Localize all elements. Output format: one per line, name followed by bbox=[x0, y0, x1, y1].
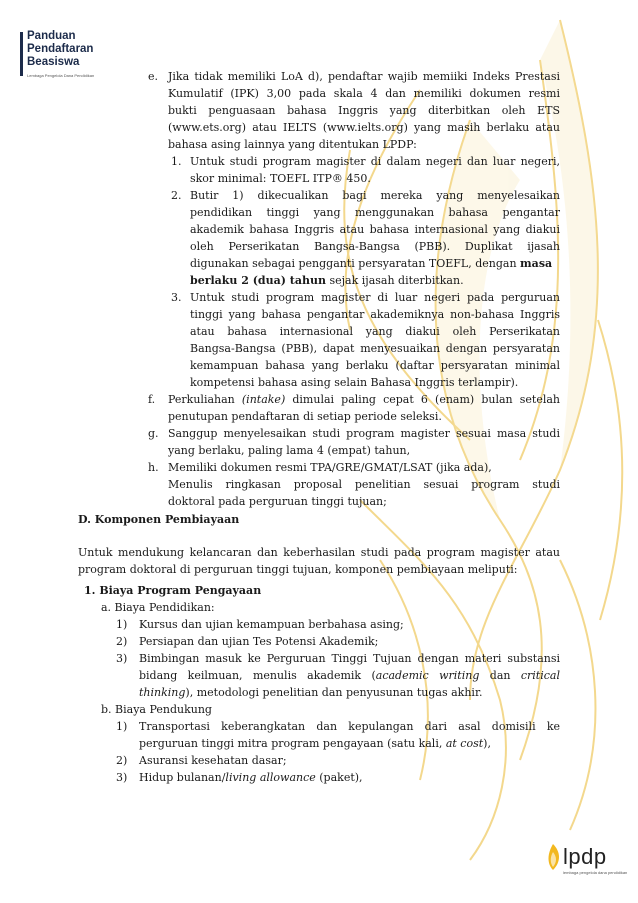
item-e-marker: e. bbox=[148, 70, 159, 83]
sub-3-line-1: Untuk studi program magister di luar negeri pada perguruan bbox=[190, 291, 560, 304]
biaya-a-3-l2-i2: critical bbox=[520, 669, 560, 682]
item-e-line-2: Kumulatif (IPK) 3,00 pada skala 4 dan memiliki dokumen resmi bbox=[168, 87, 560, 100]
sub-1-marker: 1. bbox=[171, 155, 182, 168]
biaya-a-3-line-1: Bimbingan masuk ke Perguruan Tinggi Tujuan dengan materi substansi bbox=[139, 652, 560, 665]
biaya-a-1-marker: 1) bbox=[116, 618, 128, 631]
biaya-a-3-line-2 bbox=[139, 668, 560, 683]
biaya-b-1-l2-a: perguruan tinggi mitra program pengayaan (satu kali, bbox=[139, 737, 443, 750]
biaya-b-label: b. Biaya Pendukung bbox=[101, 703, 212, 716]
item-g-line-1: Sanggup menyelesaikan studi program magister sesuai masa studi bbox=[168, 427, 560, 440]
sub-2-line-5 bbox=[190, 256, 552, 271]
sub-3-line-2: tinggi yang bahasa pengantar akademiknya non-bahasa Inggris bbox=[190, 308, 560, 321]
item-f-line-2: penutupan pendaftaran di setiap periode seleksi. bbox=[168, 410, 442, 423]
item-h-line-3: doktoral pada perguruan tinggi tujuan; bbox=[168, 495, 387, 508]
item-e-line-3: bukti penguasaan bahasa Inggris yang diterbitkan oleh ETS bbox=[168, 104, 560, 117]
biaya-b-3-post: (paket), bbox=[319, 771, 363, 784]
sub-2-bold-1: masa bbox=[520, 257, 553, 270]
item-g-line-2: yang berlaku, paling lama 4 (empat) tahun, bbox=[168, 444, 411, 457]
item-f-post: dimulai paling cepat 6 (enam) bulan setelah bbox=[292, 393, 560, 406]
biaya-a-3-marker: 3) bbox=[116, 652, 128, 665]
biaya-b-3-text bbox=[139, 770, 363, 785]
sub-3-line-4: Bangsa-Bangsa (PBB), dapat menyesuaikan dengan persyaratan bbox=[190, 342, 560, 355]
logo-line-3: Beasiswa bbox=[27, 56, 80, 68]
flame-icon bbox=[543, 842, 563, 872]
lpdp-wordmark: lpdp bbox=[563, 844, 607, 869]
biaya-a-3-l2-a: bidang keilmuan, menulis akademik ( bbox=[139, 669, 376, 682]
biaya-a-3-l3: ), metodologi penelitian dan penyusunan tugas akhir. bbox=[185, 686, 483, 699]
biaya-b-3-italic: living allowance bbox=[225, 771, 316, 784]
sub-2-bold-2: berlaku 2 (dua) tahun bbox=[190, 274, 326, 287]
biaya-b-2-marker: 2) bbox=[116, 754, 128, 767]
item-f-pre: Perkuliahan bbox=[168, 393, 235, 406]
sub-3-marker: 3. bbox=[171, 291, 182, 304]
lpdp-logo bbox=[543, 842, 628, 882]
biaya-a-2-text: Persiapan dan ujian Tes Potensi Akademik; bbox=[139, 635, 379, 648]
item-f-italic: (intake) bbox=[241, 393, 286, 406]
sub-2-line-6 bbox=[190, 273, 464, 288]
sub-2-line-1: Butir 1) dikecualikan bagi mereka yang menyelesaikan bbox=[190, 189, 560, 202]
item-f-line-1 bbox=[168, 392, 560, 407]
logo-line-1: Panduan bbox=[27, 30, 76, 42]
sub-2-marker: 2. bbox=[171, 189, 182, 202]
sub-3-line-6: kompetensi bahasa asing selain Bahasa Inggris terlampir). bbox=[190, 376, 519, 389]
section-d-intro-1: Untuk mendukung kelancaran dan keberhasilan studi pada program magister atau bbox=[78, 546, 560, 559]
item-h-line-2: Menulis ringkasan proposal penelitian sesuai program studi bbox=[168, 478, 560, 491]
item-h-marker: h. bbox=[148, 461, 159, 474]
sub-3-line-3: atau bahasa internasional yang diakui oleh Perserikatan bbox=[190, 325, 560, 338]
sub-2-line-3: akademik bahasa Inggris atau bahasa internasional yang diakui bbox=[190, 223, 560, 236]
item-h-line-1: Memiliki dokumen resmi TPA/GRE/GMAT/LSAT (jika ada), bbox=[168, 461, 492, 474]
biaya-a-3-l2-i1: academic writing bbox=[375, 669, 480, 682]
biaya-a-2-marker: 2) bbox=[116, 635, 128, 648]
logo-bar bbox=[20, 32, 23, 76]
biaya-b-3-pre: Hidup bulanan/ bbox=[139, 771, 226, 784]
sub-2-line-5-text: digunakan sebagai pengganti persyaratan TOEFL, dengan bbox=[190, 257, 517, 270]
biaya-heading: 1. Biaya Program Pengayaan bbox=[84, 584, 262, 597]
sub-2-line-4: oleh Perserikatan Bangsa-Bangsa (PBB). Duplikat ijasah bbox=[190, 240, 560, 253]
biaya-a-1-text: Kursus dan ujian kemampuan berbahasa asing; bbox=[139, 618, 404, 631]
section-d-intro-2: program doktoral di perguruan tinggi tujuan, komponen pembiayaan meliputi: bbox=[78, 563, 518, 576]
lpdp-tagline: lembaga pengelola dana pendidikan bbox=[563, 870, 628, 875]
sub-2-line-2: pendidikan tinggi yang menggunakan bahasa pengantar bbox=[190, 206, 560, 219]
logo-tagline: Lembaga Pengelola Dana Pendidikan bbox=[27, 73, 95, 78]
sub-1-line-2: skor minimal: TOEFL ITP® 450. bbox=[190, 172, 371, 185]
sub-3-line-5: kemampuan bahasa yang berlaku (daftar persyaratan minimal bbox=[190, 359, 560, 372]
biaya-a-label: a. Biaya Pendidikan: bbox=[101, 601, 215, 614]
item-e-line-5: bahasa asing lainnya yang ditentukan LPDP: bbox=[168, 138, 417, 151]
section-d-heading: D. Komponen Pembiayaan bbox=[78, 513, 240, 526]
item-e-line-4: (www.ets.org) atau IELTS (www.ielts.org) yang masih berlaku atau bbox=[168, 121, 560, 134]
biaya-a-3-l2-b: dan bbox=[489, 669, 511, 682]
item-e-line-1: Jika tidak memiliki LoA d), pendaftar wajib memiiki Indeks Prestasi bbox=[168, 70, 560, 83]
item-g-marker: g. bbox=[148, 427, 159, 440]
biaya-b-1-line-2 bbox=[139, 736, 491, 751]
biaya-b-1-l2-i: at cost bbox=[445, 737, 484, 750]
biaya-a-3-l3-i: thinking bbox=[139, 686, 186, 699]
biaya-b-1-marker: 1) bbox=[116, 720, 128, 733]
biaya-b-3-marker: 3) bbox=[116, 771, 128, 784]
biaya-b-1-line-1: Transportasi keberangkatan dan kepulangan dari asal domisili ke bbox=[139, 720, 560, 733]
biaya-b-1-l2-b: ), bbox=[483, 737, 491, 750]
logo-line-2: Pendaftaran bbox=[27, 43, 94, 55]
sub-2-tail: sejak ijasah diterbitkan. bbox=[329, 274, 464, 287]
biaya-a-3-line-3 bbox=[139, 685, 483, 700]
biaya-b-2-text: Asuransi kesehatan dasar; bbox=[139, 754, 287, 767]
sub-1-line-1: Untuk studi program magister di dalam negeri dan luar negeri, bbox=[190, 155, 560, 168]
item-f-marker: f. bbox=[148, 393, 156, 406]
